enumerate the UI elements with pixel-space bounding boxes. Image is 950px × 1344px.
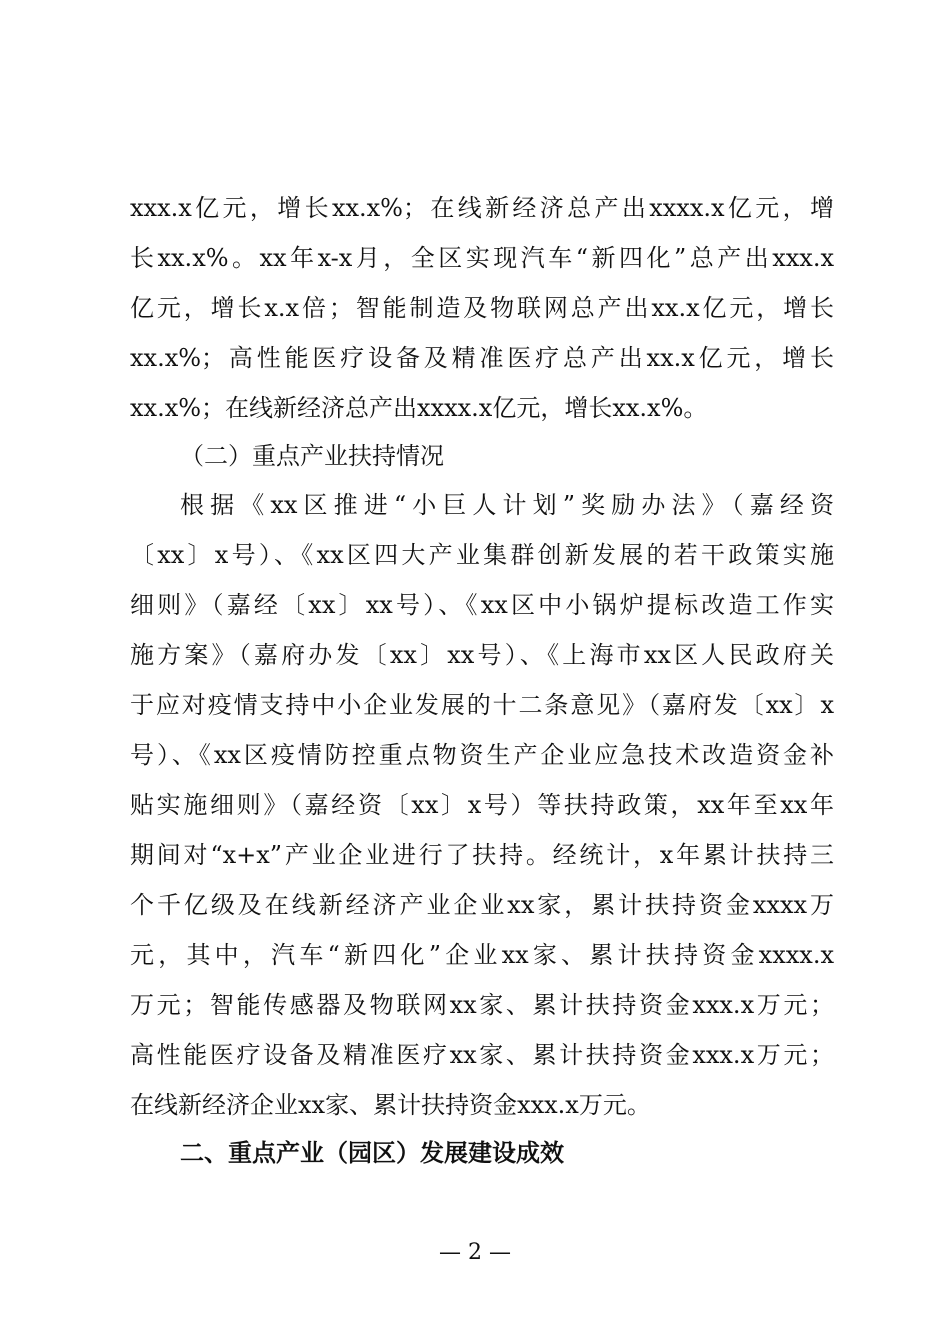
paragraph-line: 万元；智能传感器及物联网xx家、累计扶持资金xxx.x万元；: [130, 991, 834, 1019]
paragraph-line: xx.x%；在线新经济总产出xxxx.x亿元，增长xx.x%。: [130, 394, 708, 422]
paragraph-line: 高性能医疗设备及精准医疗xx家、累计扶持资金xxx.x万元；: [130, 1041, 834, 1069]
paragraph-line: 细则》（嘉经〔xx〕xx号）、《xx区中小锅炉提标改造工作实: [130, 591, 834, 619]
subheading: （二）重点产业扶持情况: [180, 442, 444, 470]
paragraph-line: 根据《xx区推进“小巨人计划”奖励办法》（嘉经资: [180, 491, 834, 519]
paragraph-line: 亿元，增长x.x倍；智能制造及物联网总产出xx.x亿元，增长: [130, 294, 834, 322]
paragraph-line: xxx.x亿元，增长xx.x%；在线新经济总产出xxxx.x亿元，增: [130, 194, 834, 222]
paragraph-line: 期间对“x+x”产业企业进行了扶持。经统计，x年累计扶持三: [130, 841, 834, 869]
paragraph-line: 长xx.x%。xx年x-x月，全区实现汽车“新四化”总产出xxx.x: [130, 244, 834, 272]
paragraph-line: 〔xx〕x号）、《xx区四大产业集群创新发展的若干政策实施: [130, 541, 834, 569]
page-number: — 2 —: [439, 1240, 511, 1265]
section-heading: 二、重点产业（园区）发展建设成效: [180, 1139, 564, 1167]
paragraph-line: 贴实施细则》（嘉经资〔xx〕x号）等扶持政策，xx年至xx年: [130, 791, 834, 819]
paragraph-line: xx.x%；高性能医疗设备及精准医疗总产出xx.x亿元，增长: [130, 344, 834, 372]
paragraph-line: 个千亿级及在线新经济产业企业xx家，累计扶持资金xxxx万: [130, 891, 834, 919]
paragraph-line: 在线新经济企业xx家、累计扶持资金xxx.x万元。: [130, 1091, 651, 1119]
paragraph-line: 施方案》（嘉府办发〔xx〕xx号）、《上海市xx区人民政府关: [130, 641, 834, 669]
paragraph-line: 元，其中，汽车“新四化”企业xx家、累计扶持资金xxxx.x: [130, 941, 834, 969]
paragraph-line: 号）、《xx区疫情防控重点物资生产企业应急技术改造资金补: [130, 741, 834, 769]
paragraph-line: 于应对疫情支持中小企业发展的十二条意见》（嘉府发〔xx〕x: [130, 691, 834, 719]
